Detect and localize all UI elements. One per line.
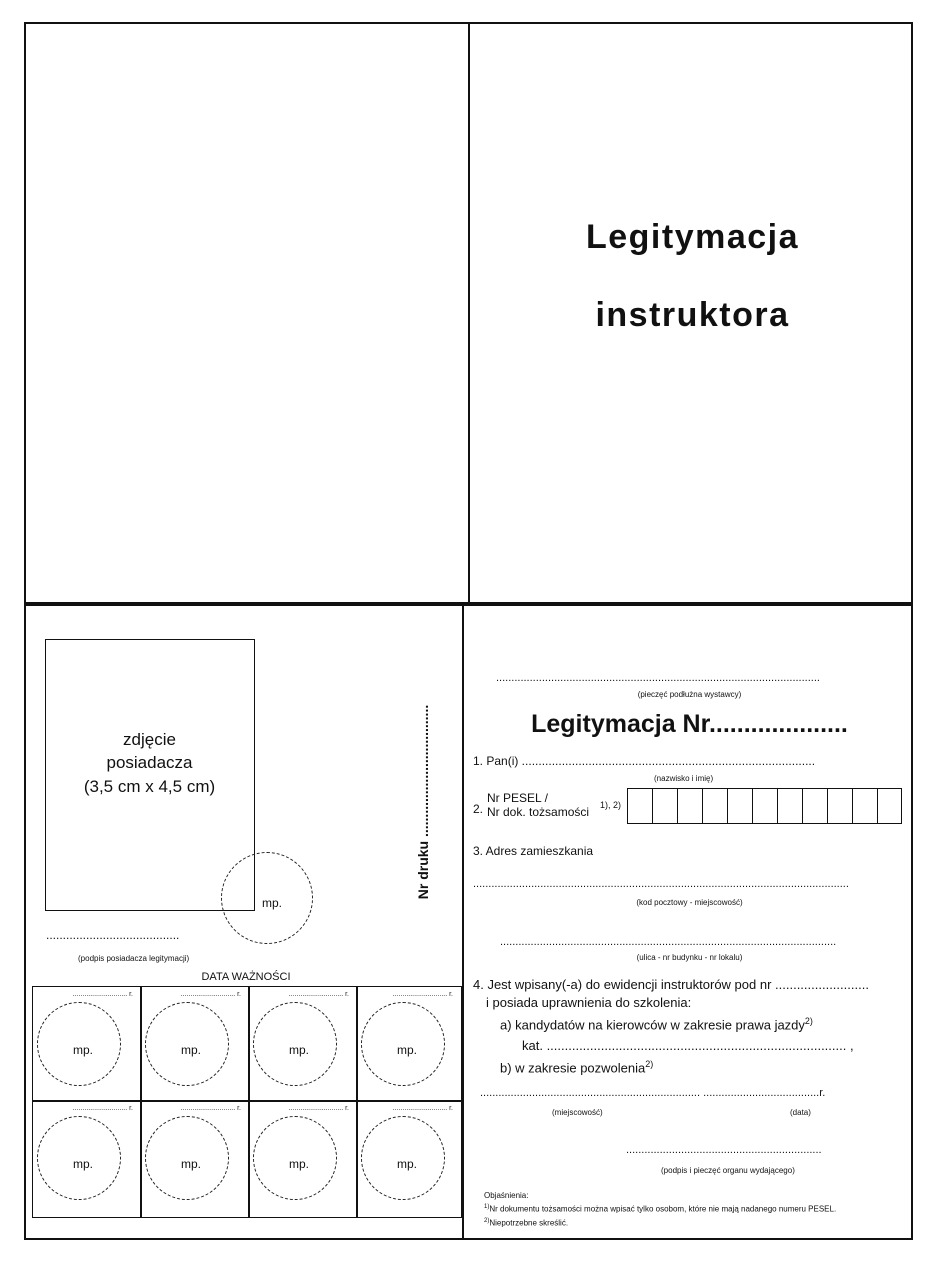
pesel-cell xyxy=(653,789,678,823)
notes-title: Objaśnienia: xyxy=(484,1191,529,1200)
pesel-cell xyxy=(853,789,878,823)
pesel-cell xyxy=(728,789,753,823)
item-4a: a) kandydatów na kierowców w zakresie prawa jazdy$^{2)}$ xyxy=(500,1016,813,1033)
validity-cell: ............................ r. mp. xyxy=(140,1100,250,1218)
holder-signature-line: ........................................ xyxy=(46,928,180,942)
pesel-cell xyxy=(678,789,703,823)
print-number: Nr druku .................................. xyxy=(415,704,431,900)
pesel-cell xyxy=(628,789,653,823)
back-cover-panel xyxy=(24,22,470,604)
validity-title: DATA WAŻNOŚCI xyxy=(201,971,291,983)
pesel-cell xyxy=(703,789,728,823)
item-1-caption: (nazwisko i imię) xyxy=(654,774,714,783)
pesel-grid xyxy=(627,788,902,824)
photo-label-line2: posiadacza xyxy=(106,753,193,772)
cover-title-line2: instruktora xyxy=(595,296,790,334)
authority-signature-line: ................................................................ xyxy=(626,1144,822,1156)
holder-signature-caption: (podpis posiadacza legitymacji) xyxy=(78,954,190,963)
validity-grid xyxy=(32,986,462,1218)
front-cover-panel xyxy=(468,22,913,604)
item-4b-footnote-ref: 2) xyxy=(645,1059,654,1069)
item-4a-category: kat. ................................................................................... , xyxy=(522,1038,854,1053)
item-2-label-line1: Nr PESEL / xyxy=(487,791,548,805)
pesel-cell xyxy=(828,789,853,823)
cover-title-line1: Legitymacja xyxy=(585,218,800,256)
validity-cell: ............................ r. mp. xyxy=(32,986,142,1102)
date-caption: (data) xyxy=(790,1108,811,1117)
place-date-line: ........................................................................ ......................................r. xyxy=(480,1087,826,1099)
note-1: $^{1)}$Nr dokumentu tożsamości można wpisać tylko osobom, które nie mają nadanego numeru PESEL. xyxy=(484,1204,837,1214)
photo-label-line1: zdjęcie xyxy=(123,730,176,749)
photo-label-line3: (3,5 cm x 4,5 cm) xyxy=(83,777,216,796)
validity-cell: ............................ r. mp. xyxy=(356,1100,462,1218)
validity-cell: ............................ r. mp. xyxy=(140,986,250,1102)
pesel-cell xyxy=(803,789,828,823)
item-4-registry: 4. Jest wpisany(-a) do ewidencji instruktorów pod nr .......................... xyxy=(473,977,869,992)
validity-cell: ............................ r. mp. xyxy=(32,1100,142,1218)
validity-cell: ............................ r. mp. xyxy=(356,986,462,1102)
validity-cell: ............................ r. mp. xyxy=(248,1100,358,1218)
item-2-number: 2. xyxy=(473,802,484,816)
item-1-name: 1. Pan(i) ........................................................................................ xyxy=(473,754,816,768)
item-4b: b) w zakresie pozwolenia$^{2)}$ xyxy=(500,1059,654,1076)
item-3-address: 3. Adres zamieszkania xyxy=(473,844,594,858)
address-caption-2: (ulica - nr budynku - nr lokalu) xyxy=(636,953,743,962)
inner-left-panel xyxy=(24,604,464,1240)
item-2-label-line2: Nr dok. tożsamości xyxy=(487,805,590,819)
issuer-stamp-line: .......................................................................................................... xyxy=(496,672,820,684)
address-line-1: ........................................................................................................................... xyxy=(473,878,849,890)
place-caption: (miejscowość) xyxy=(552,1108,603,1117)
address-caption-1: (kod pocztowy - miejscowość) xyxy=(636,898,743,907)
pesel-cell xyxy=(753,789,778,823)
document-title: Legitymacja Nr.................... xyxy=(531,710,848,738)
photo-box xyxy=(45,639,255,911)
pesel-cell xyxy=(778,789,803,823)
holder-stamp-label: mp. xyxy=(262,896,283,910)
address-line-2: .............................................................................................................. xyxy=(500,936,837,948)
inner-right-panel xyxy=(462,604,913,1240)
validity-cell: ............................ r. mp. xyxy=(248,986,358,1102)
authority-signature-caption: (podpis i pieczęć organu wydającego) xyxy=(661,1166,795,1175)
note-2: $^{2)}$Niepotrzebne skreślić. xyxy=(484,1218,569,1228)
issuer-stamp-caption: (pieczęć podłużna wystawcy) xyxy=(637,690,742,699)
item-4-entitlements: i posiada uprawnienia do szkolenia: xyxy=(486,995,692,1010)
item-2-footnote-ref: 1), 2) xyxy=(600,800,622,810)
item-4a-footnote-ref: 2) xyxy=(804,1016,813,1026)
